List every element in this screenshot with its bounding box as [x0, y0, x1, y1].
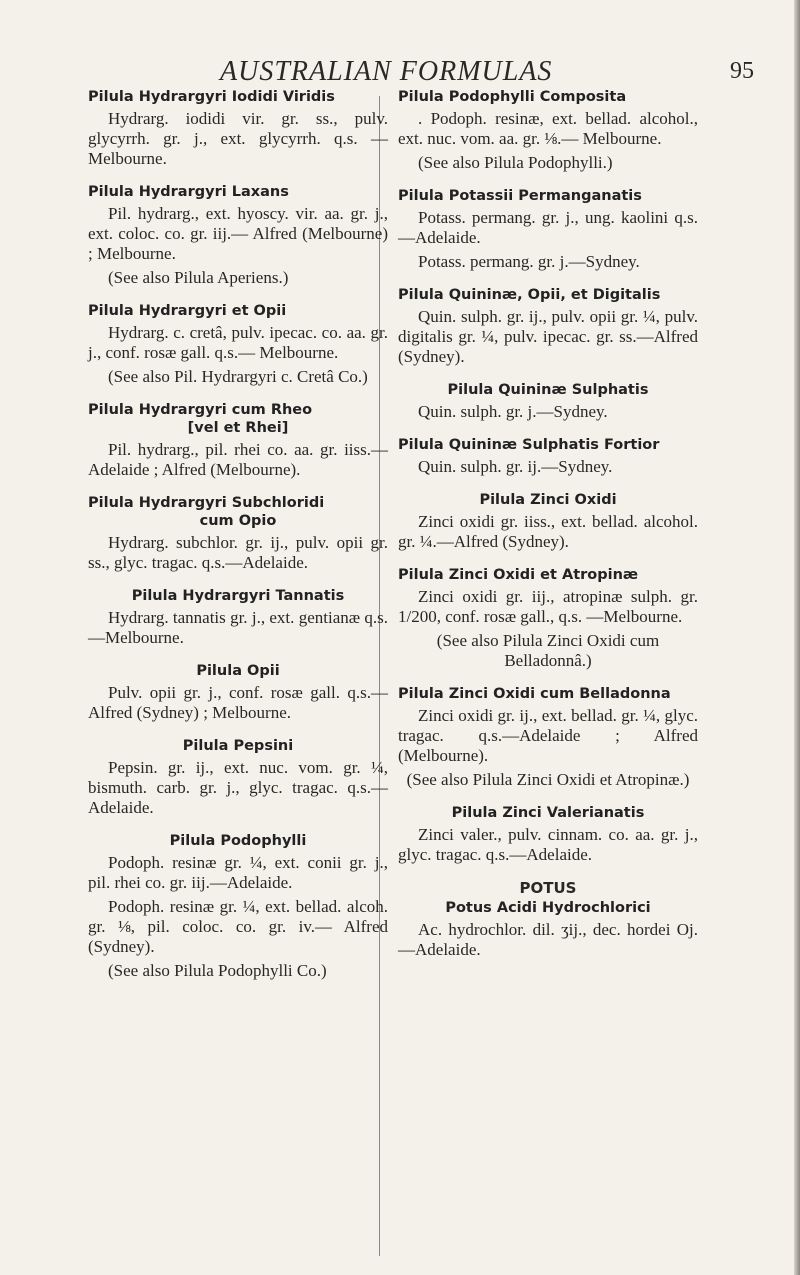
formula-text: Zinci valer., pulv. cinnam. co. aa. gr. j., glyc. tragac. q.s.—Adelaide. [398, 825, 698, 864]
formula-entry [88, 662, 388, 723]
see-also-note: (See also Pilula Podophylli.) [418, 153, 613, 172]
formula-heading: Pilula Hydrargyri Laxans [88, 184, 289, 200]
formula-text: Quin. sulph. gr. j.—Sydney. [418, 402, 608, 421]
formula-heading: Pilula Potassii Permanganatis [398, 188, 642, 204]
see-also-note: (See also Pilula Aperiens.) [108, 268, 289, 287]
formula-text: Pulv. opii gr. j., conf. rosæ gall. q.s.—Alfred (Sydney) ; Melbourne. [88, 683, 388, 722]
formula-entry [88, 737, 388, 818]
formula-text: Pil. hydrarg., pil. rhei co. aa. gr. iiss.—Adelaide ; Alfred (Melbourne). [88, 440, 388, 479]
formula-heading: Pilula Pepsini [182, 738, 294, 754]
formula-entry [88, 832, 388, 981]
formula-heading: Pilula Zinci Valerianatis [451, 805, 645, 821]
formula-entry [88, 587, 388, 648]
see-also-note: (See also Pilula Podophylli Co.) [108, 961, 327, 980]
formula-heading: Pilula Opii [196, 663, 280, 679]
see-also-note: (See also Pilula Zinci Oxidi et Atropinæ.) [406, 770, 690, 789]
formula-text: Potass. permang. gr. j., ung. kaolini q.s.—Adelaide. [398, 208, 698, 247]
formula-heading: Pilula Podophylli [169, 833, 307, 849]
formula-heading: Pilula Hydrargyri et Opii [88, 303, 287, 319]
formula-entry [398, 187, 698, 272]
formula-text: Hydrarg. tannatis gr. j., ext. gentianæ q.s.—Melbourne. [88, 608, 388, 647]
formula-text: Ac. hydrochlor. dil. ʒij., dec. hordei Oj.—Adelaide. [398, 920, 698, 959]
formula-entry [398, 804, 698, 865]
formula-text: Quin. sulph. gr. ij.—Sydney. [418, 457, 613, 476]
formula-heading: Pilula Zinci Oxidi [479, 492, 617, 508]
formula-entry [88, 88, 388, 169]
see-also-note: (See also Pil. Hydrargyri c. Cretâ Co.) [108, 367, 368, 386]
formula-entry [398, 491, 698, 552]
formula-heading-sub: cum Opio [199, 513, 277, 529]
running-title: AUSTRALIAN FORMULAS [220, 56, 553, 87]
formula-text: Podoph. resinæ gr. ¼, ext. bellad. alcoh. gr. ⅛, pil. coloc. co. gr. iv.— Alfred (Sydney). [88, 897, 388, 956]
right-column [398, 88, 698, 974]
formula-heading-main: Pilula Hydrargyri cum Rheo [88, 402, 313, 418]
page-edge-shadow [794, 0, 800, 1275]
formula-text: Potass. permang. gr. j.—Sydney. [418, 252, 640, 271]
formula-heading: Pilula Quininæ, Opii, et Digitalis [398, 287, 661, 303]
page-number: 95 [730, 58, 754, 84]
formula-text: Hydrarg. subchlor. gr. ij., pulv. opii gr. ss., glyc. tragac. q.s.—Adelaide. [88, 533, 388, 572]
formula-heading: Pilula Zinci Oxidi et Atropinæ [398, 567, 639, 583]
formula-heading: Pilula Hydrargyri Tannatis [131, 588, 345, 604]
formula-entry [88, 183, 388, 288]
formula-heading [88, 494, 388, 530]
formula-entry [88, 494, 388, 573]
section-title-potus: POTUS [519, 879, 577, 897]
formula-text: Podoph. resinæ gr. ¼, ext. conii gr. j., pil. rhei co. gr. iij.—Adelaide. [88, 853, 388, 892]
formula-heading: Pilula Podophylli Composita [398, 89, 627, 105]
formula-text: Hydrarg. iodidi vir. gr. ss., pulv. glycyrrh. gr. j., ext. glycyrrh. q.s. —Melbourne. [88, 109, 388, 168]
formula-text: Zinci oxidi gr. iij., atropinæ sulph. gr. 1/200, conf. rosæ gall., q.s. —Melbourne. [398, 587, 698, 626]
formula-entry [398, 685, 698, 790]
left-column [88, 88, 388, 995]
see-also-note: (See also Pilula Zinci Oxidi cum Belladonnâ.) [436, 631, 660, 670]
formula-text: Pepsin. gr. ij., ext. nuc. vom. gr. ¼, bismuth. carb. gr. j., glyc. tragac. q.s.—Adelaide. [88, 758, 388, 817]
formula-text: Hydrarg. c. cretâ, pulv. ipecac. co. aa. gr. j., conf. rosæ gall. q.s.— Melbourne. [88, 323, 388, 362]
formula-text: Quin. sulph. gr. ij., pulv. opii gr. ¼, pulv. digitalis gr. ¼, pulv. ipecac. gr. ss.—Alfred (Sydney). [398, 307, 698, 366]
formula-heading: Pilula Zinci Oxidi cum Belladonna [398, 686, 671, 702]
formula-entry [398, 899, 698, 960]
formula-entry [88, 302, 388, 387]
formula-text: . Podoph. resinæ, ext. bellad. alcohol., ext. nuc. vom. aa. gr. ⅛.— Melbourne. [398, 109, 698, 148]
page-header [0, 50, 800, 90]
formula-text: Pil. hydrarg., ext. hyoscy. vir. aa. gr. j., ext. coloc. co. gr. iij.— Alfred (Melbourne) ; Melbourne. [88, 204, 388, 263]
formula-heading: Pilula Quininæ Sulphatis [447, 382, 649, 398]
formula-text: Zinci oxidi gr. iiss., ext. bellad. alcohol. gr. ¼.—Alfred (Sydney). [398, 512, 698, 551]
formula-heading: Pilula Hydrargyri Iodidi Viridis [88, 89, 335, 105]
formula-entry [398, 286, 698, 367]
formula-entry [398, 88, 698, 173]
formula-heading [88, 401, 388, 437]
formula-entry [398, 381, 698, 422]
formula-entry [398, 436, 698, 477]
formula-heading-main: Pilula Hydrargyri Subchloridi [88, 495, 325, 511]
formula-text: Zinci oxidi gr. ij., ext. bellad. gr. ¼, glyc. tragac. q.s.—Adelaide ; Alfred (Melbourne). [398, 706, 698, 765]
formula-heading-sub: [vel et Rhei] [187, 420, 289, 436]
formula-heading: Pilula Quininæ Sulphatis Fortior [398, 437, 660, 453]
formula-entry [398, 566, 698, 671]
formula-entry [88, 401, 388, 480]
formula-heading: Potus Acidi Hydrochlorici [445, 900, 651, 916]
